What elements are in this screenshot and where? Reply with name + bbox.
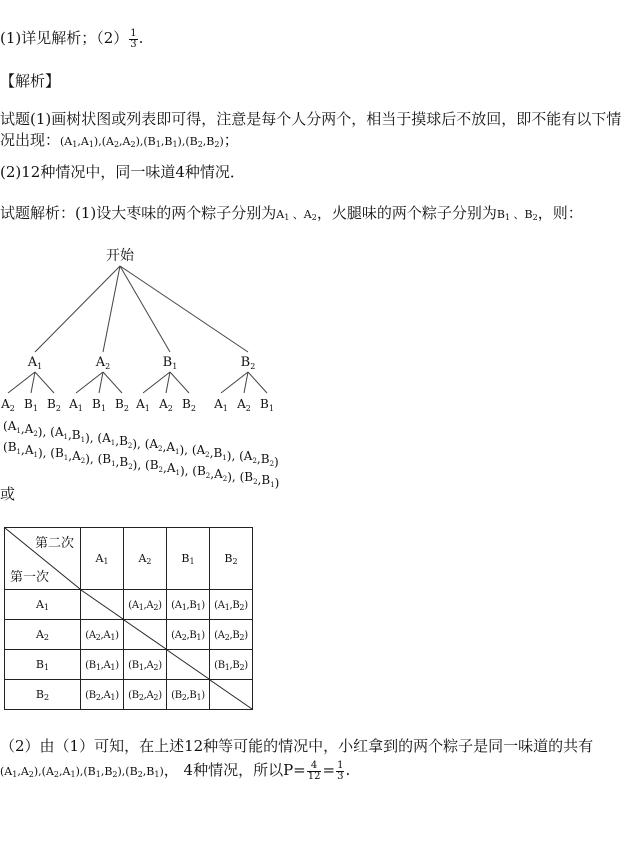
- tree-branch: [221, 372, 248, 393]
- tree-level2-node: $A_2$: [1, 397, 15, 413]
- analysis-heading: 【解析】: [0, 72, 61, 90]
- table-cell: $(B_2,A_2)$: [124, 680, 167, 710]
- table-column-header: $A_1$: [81, 528, 124, 590]
- table-row-header: $B_1$: [5, 650, 81, 680]
- table-row-header: $B_2$: [5, 680, 81, 710]
- table-cell: $(B_1,B_2)$: [210, 650, 253, 680]
- outcome-table: [4, 527, 253, 710]
- table-diagonal-cell: [210, 680, 253, 710]
- table-cell: $(B_2,B_1)$: [167, 680, 210, 710]
- intro-b-labels: $B_1$ 、$B_2$: [496, 208, 538, 222]
- answer-part2-prefix: （2）: [96, 29, 129, 47]
- tree-branch: [8, 372, 35, 393]
- solution-intro: 试题解析：(1)设大枣味的两个粽子分别为$A_1$ 、$A_2$，火腿味的两个粽子分别为$B_1$ 、$B_2$，则：: [0, 204, 583, 222]
- tree-branch: [120, 266, 248, 352]
- tree-branch: [76, 372, 103, 393]
- table-row-header: $A_1$: [5, 590, 81, 620]
- table-cell: $(B_1,A_1)$: [81, 650, 124, 680]
- answer-part1: (1)详见解析；: [0, 29, 97, 47]
- tree-level2-node: $A_1$: [214, 397, 228, 413]
- part2-pairs: $(A_1,A_2),(A_2,A_1),(B_1,B_2),(B_2,B_1)$: [0, 765, 164, 779]
- table-corner-cell: 第二次 第一次: [5, 528, 81, 590]
- tree-level2-node: $B_1$: [92, 397, 106, 413]
- table-cell: $(A_2,B_2)$: [210, 620, 253, 650]
- table-cell: $(B_2,A_1)$: [81, 680, 124, 710]
- table-column-header: $A_2$: [124, 528, 167, 590]
- tree-root-label: 开始: [106, 248, 134, 264]
- tree-level2-node: $A_1$: [69, 397, 83, 413]
- table-cell: $(B_1,A_2)$: [124, 650, 167, 680]
- tree-branch: [120, 266, 170, 352]
- part2-line-1: （2）由（1）可知，在上述12种等可能的情况中，小红拿到的两个粽子是同一味道的共有: [0, 737, 594, 755]
- tree-level2-node: $B_2$: [182, 397, 196, 413]
- tree-level2-node: $A_2$: [159, 397, 173, 413]
- part2-line-2: $(A_1,A_2),(A_2,A_1),(B_1,B_2),(B_2,B_1)$， 4种情况，所以P= $\frac{4}{12}$ = $\frac{1}{3}$ .: [0, 759, 351, 782]
- tree-diagram: [0, 240, 630, 490]
- tree-branch: [143, 372, 170, 393]
- table-diagonal-cell: [124, 620, 167, 650]
- tree-branch: [103, 266, 120, 352]
- excluded-pairs: $(A_1,A_1),(A_2,A_2),(B_1,B_1),(B_2,B_2)$: [60, 135, 224, 149]
- table-cell: $(A_1,A_2)$: [124, 590, 167, 620]
- table-column-header: $B_2$: [210, 528, 253, 590]
- table-cell: $(A_2,B_1)$: [167, 620, 210, 650]
- tree-branch: [103, 372, 122, 393]
- hint-line-2: 况出现：$(A_1,A_1),(A_2,A_2),(B_1,B_1),(B_2,B_2)$；: [0, 131, 239, 149]
- table-row: [5, 620, 253, 650]
- tree-level1-node: $B_2$: [240, 355, 256, 371]
- tree-level2-node: $B_2$: [47, 397, 61, 413]
- tree-level2-node: $B_2$: [115, 397, 129, 413]
- tree-level2-node: $A_2$: [237, 397, 251, 413]
- tree-outcomes-row-2: $(B_1,A_1)$, $(B_1,A_2)$, $(B_1,B_2)$, $(B_2,A_1)$, $(B_2,A_2)$, $(B_2,B_1)$: [3, 440, 280, 490]
- tree-level2-node: $B_1$: [260, 397, 274, 413]
- tree-branch: [35, 372, 54, 393]
- tree-level2-node: $B_1$: [24, 397, 38, 413]
- table-cell: $(A_1,B_2)$: [210, 590, 253, 620]
- tree-branch: [170, 372, 189, 393]
- fraction-1-3: $\frac{1}{3}$: [337, 759, 344, 782]
- table-row-header: $A_2$: [5, 620, 81, 650]
- fraction-4-12: $\frac{4}{12}$: [307, 759, 321, 782]
- tree-level2-node: $A_1$: [136, 397, 150, 413]
- tree-branch: [35, 266, 120, 352]
- table-cell: $(A_2,A_1)$: [81, 620, 124, 650]
- tree-level1-node: $A_1$: [27, 355, 43, 371]
- table-diagonal-cell: [167, 650, 210, 680]
- table-row: [5, 590, 253, 620]
- tree-outcomes-row-1: $(A_1,A_2)$, $(A_1,B_1)$, $(A_1,B_2)$, $(A_2,A_1)$, $(A_2,B_1)$, $(A_2,B_2)$: [3, 419, 279, 469]
- table-diagonal-cell: [81, 590, 124, 620]
- or-text: 或: [0, 485, 16, 503]
- table-column-header: $B_1$: [167, 528, 210, 590]
- hint-line-1: 试题(1)画树状图或列表即可得，注意是每个人分两个，相当于摸球后不放回，即不能有以下情: [0, 110, 622, 128]
- tree-level1-node: $A_2$: [95, 355, 111, 371]
- table-cell: $(A_1,B_1)$: [167, 590, 210, 620]
- answer-fraction: $\frac{1}{3}$: [130, 27, 137, 50]
- intro-a-labels: $A_1$ 、$A_2$: [276, 208, 317, 222]
- answer-line: (1)详见解析；（2） $\frac{1}{3}$ .: [0, 27, 144, 50]
- tree-branch: [248, 372, 267, 393]
- table-row: [5, 650, 253, 680]
- table-row: [5, 680, 253, 710]
- hint-line-3: (2)12种情况中，同一味道4种情况．: [0, 163, 245, 181]
- tree-level1-node: $B_1$: [162, 355, 178, 371]
